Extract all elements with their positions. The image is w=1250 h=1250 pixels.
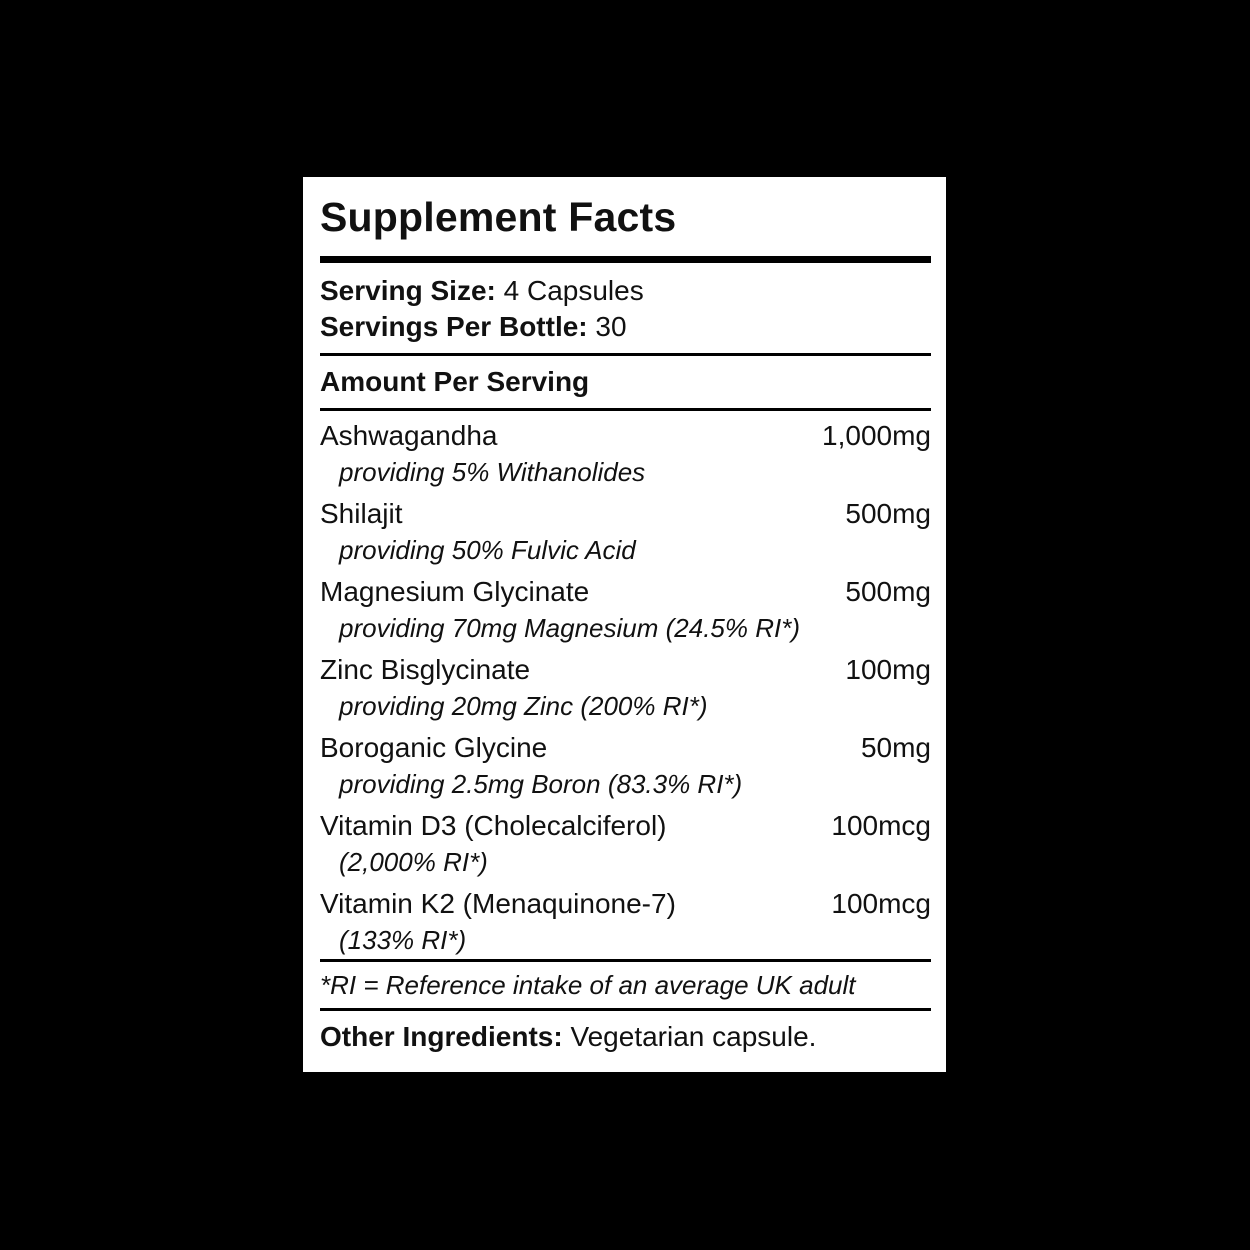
ingredient-amount: 100mg bbox=[845, 654, 931, 685]
ingredient-row bbox=[320, 652, 931, 688]
other-ingredients-label: Other Ingredients: bbox=[320, 1021, 563, 1052]
servings-per-bottle-line bbox=[320, 309, 931, 345]
panel-title: Supplement Facts bbox=[320, 194, 677, 240]
serving-size-label: Serving Size: bbox=[320, 275, 496, 306]
ingredient-detail: providing 2.5mg Boron (83.3% RI*) bbox=[339, 769, 743, 799]
ingredient-item bbox=[320, 652, 931, 730]
ingredient-row bbox=[320, 730, 931, 766]
ingredient-amount: 500mg bbox=[845, 576, 931, 607]
ingredient-name: Zinc Bisglycinate bbox=[320, 654, 531, 685]
ingredient-amount: 50mg bbox=[860, 732, 931, 763]
ingredient-name: Magnesium Glycinate bbox=[320, 576, 590, 607]
ingredient-item bbox=[320, 808, 931, 886]
thick-divider bbox=[320, 256, 931, 263]
ingredient-detail: providing 50% Fulvic Acid bbox=[339, 535, 636, 565]
other-ingredients-value: Vegetarian capsule. bbox=[562, 1021, 817, 1052]
ingredient-amount: 500mg bbox=[845, 498, 931, 529]
ingredient-amount: 100mcg bbox=[831, 810, 931, 841]
ingredient-detail: (2,000% RI*) bbox=[339, 847, 488, 877]
ingredient-detail: providing 5% Withanolides bbox=[339, 457, 646, 487]
ingredient-row bbox=[320, 808, 931, 844]
ingredient-detail: (133% RI*) bbox=[339, 925, 467, 955]
ingredient-name: Vitamin K2 (Menaquinone-7) bbox=[320, 888, 676, 919]
ingredient-name: Ashwagandha bbox=[320, 420, 498, 451]
servings-per-bottle-label: Servings Per Bottle: bbox=[320, 311, 588, 342]
supplement-facts-panel bbox=[303, 177, 946, 1072]
serving-size-value: 4 Capsules bbox=[495, 275, 644, 306]
other-ingredients bbox=[320, 1011, 931, 1063]
amount-per-serving-header: Amount Per Serving bbox=[320, 366, 590, 397]
ingredient-item bbox=[320, 496, 931, 574]
ingredient-row bbox=[320, 886, 931, 922]
ingredient-name: Shilajit bbox=[320, 498, 403, 529]
serving-size-line bbox=[320, 273, 931, 309]
ingredient-row bbox=[320, 574, 931, 610]
ingredient-item bbox=[320, 886, 931, 964]
ingredient-item bbox=[320, 574, 931, 652]
ingredient-list bbox=[320, 411, 931, 964]
ingredient-detail: providing 20mg Zinc (200% RI*) bbox=[339, 691, 708, 721]
ingredient-item bbox=[320, 418, 931, 496]
ingredient-amount: 100mcg bbox=[831, 888, 931, 919]
ingredient-amount: 1,000mg bbox=[822, 420, 931, 451]
ingredient-detail: providing 70mg Magnesium (24.5% RI*) bbox=[339, 613, 800, 643]
ingredient-item bbox=[320, 730, 931, 808]
ingredient-row bbox=[320, 496, 931, 532]
serving-info bbox=[320, 263, 931, 353]
ingredient-name: Boroganic Glycine bbox=[320, 732, 548, 763]
reference-intake-footnote: *RI = Reference intake of an average UK adult bbox=[320, 970, 856, 1000]
servings-per-bottle-value: 30 bbox=[587, 311, 627, 342]
ingredient-name: Vitamin D3 (Cholecalciferol) bbox=[320, 810, 667, 841]
ingredient-row bbox=[320, 418, 931, 454]
